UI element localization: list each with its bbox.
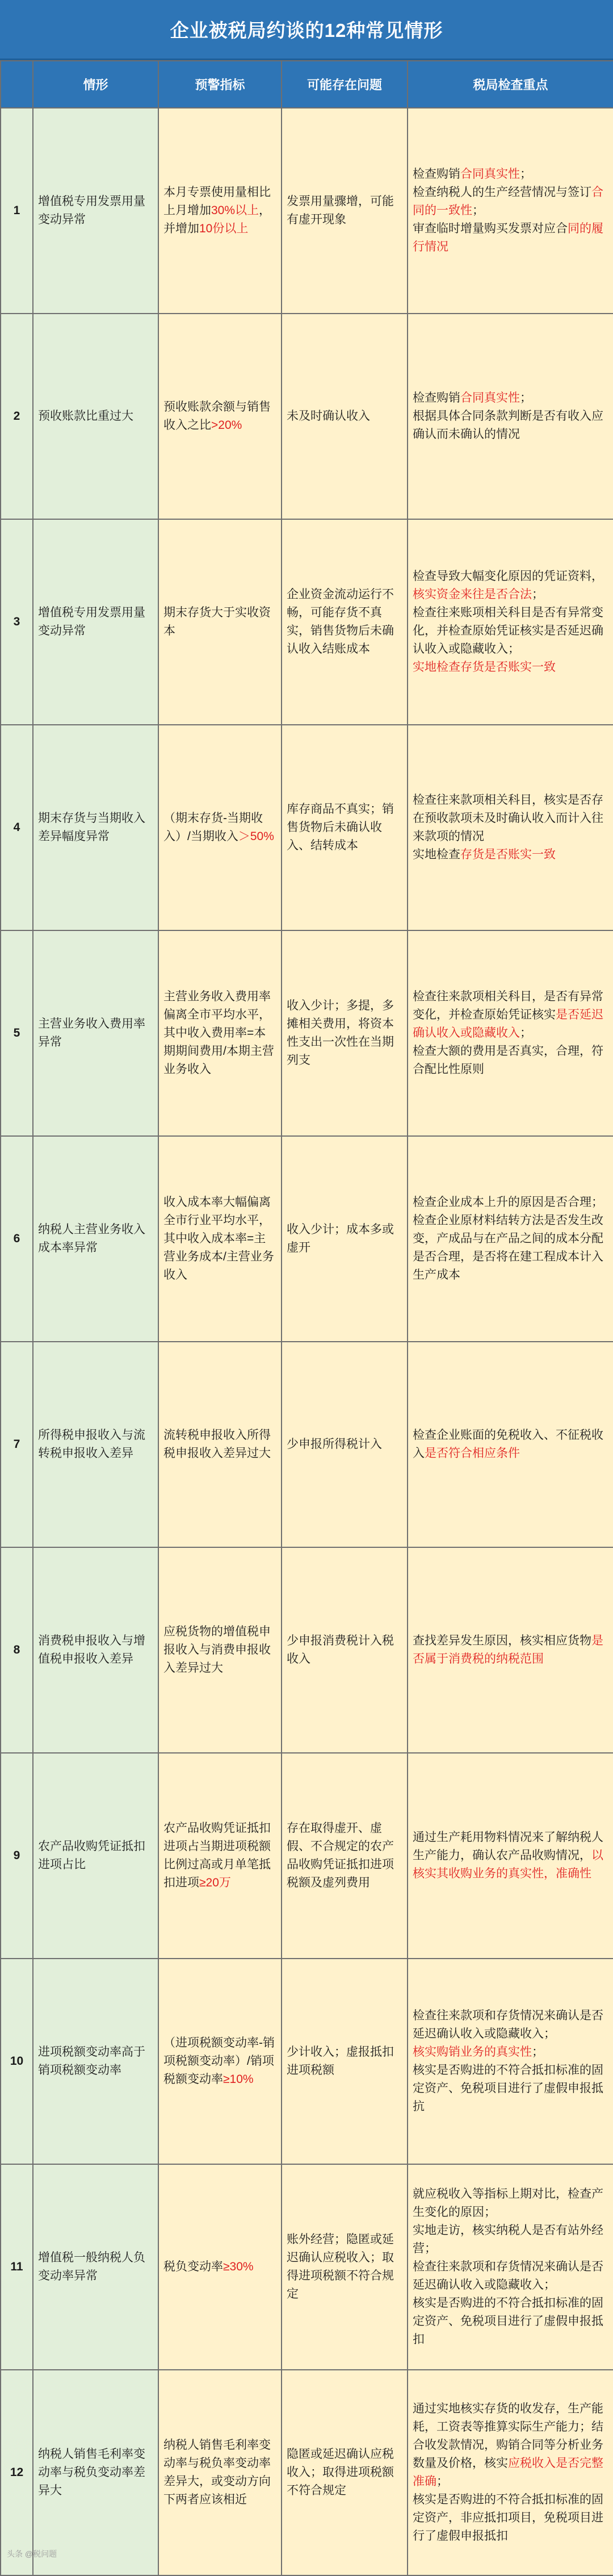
cell-text: 检查企业账面的免税收入、不征税收入 — [413, 1429, 603, 1460]
situation-cell: 所得税申报收入与流转税申报收入差异 — [33, 1342, 158, 1547]
cell-text: ； — [532, 2045, 544, 2059]
cell-text: 期末存货大于实收资本 — [163, 606, 271, 637]
table-row — [1, 2164, 613, 2370]
highlight-text: 实地检查存货是否账实一致 — [413, 661, 556, 674]
cell-text: 检查往来款项相关科目，是否有异常变化，并检查原始凭证核实 — [413, 990, 603, 1021]
cell-text: 查找差异发生原因，核实相应货物 — [413, 1634, 591, 1647]
row-number: 1 — [1, 108, 33, 314]
problem-cell: 少申报所得税计入 — [282, 1342, 408, 1547]
cell-text: 检查往来款项和存货情况来确认是否延迟确认收入或隐藏收入； — [413, 2009, 603, 2040]
cell-text: 通过生产耗用物料情况来了解纳税人生产能力，确认农产品收购情况， — [413, 1831, 603, 1862]
cell-text: 实地走访，核实纳税人是否有站外经营； — [413, 2224, 603, 2255]
cell-text: 检查企业成本上升的原因是否合理； — [413, 1196, 603, 1209]
row-number: 2 — [1, 314, 33, 519]
cell-text: （期末存货-当期收入）/当期收入 — [163, 812, 263, 843]
header-index — [1, 61, 33, 108]
header-indicator: 预警指标 — [158, 61, 282, 108]
table-row — [1, 1342, 613, 1547]
cell-text: 根据具体合同条款判断是否有收入应确认而未确认的情况 — [413, 410, 603, 441]
header-situation: 情形 — [33, 61, 158, 108]
page-title: 企业被税局约谈的12种常见情形 — [0, 0, 613, 60]
row-number: 7 — [1, 1342, 33, 1547]
highlight-text: 合同真实性 — [460, 168, 520, 181]
indicator-cell — [158, 108, 282, 314]
row-number: 3 — [1, 519, 33, 725]
highlight-text: 合同的一致性 — [413, 186, 603, 217]
indicator-cell — [158, 930, 282, 1136]
highlight-text: 30%以上 — [211, 204, 259, 217]
problem-cell: 收入少计；多提，多摊相关费用，将资本性支出一次性在当期列支 — [282, 930, 408, 1136]
cell-text: 主营业务收入费用率偏离全市平均水平，其中收入费用率=本期期间费用/本期主营业务收入 — [163, 990, 274, 1076]
highlight-text: 10份以上 — [199, 222, 249, 235]
cell-text: 检查企业原材料结转方法是否发生改变，产成品与在产品之间的成本分配是否合理，是否将在建工程成本计入生产成本 — [413, 1214, 603, 1281]
highlight-text: 核实资金来往是否合法 — [413, 588, 532, 601]
header-problem: 可能存在问题 — [282, 61, 408, 108]
highlight-text: 是否延迟确认收入或隐藏收入 — [413, 1008, 603, 1039]
highlight-text: ≥30% — [223, 2260, 254, 2273]
cell-text: ； — [520, 168, 532, 181]
cell-text: 税负变动率 — [163, 2260, 223, 2273]
risk-table — [0, 60, 613, 2576]
indicator-cell — [158, 1342, 282, 1547]
problem-cell: 账外经营；隐匿或延迟确认应税收入；取得进项税额不符合规定 — [282, 2164, 408, 2370]
cell-text: 审查临时增量购买发票对应合 — [413, 222, 568, 235]
situation-cell: 消费税申报收入与增值税申报收入差异 — [33, 1547, 158, 1753]
row-number: 9 — [1, 1753, 33, 1959]
focus-cell — [408, 314, 613, 519]
problem-cell: 少申报消费税计入税收入 — [282, 1547, 408, 1753]
header-focus: 税局检查重点 — [408, 61, 613, 108]
indicator-cell — [158, 2164, 282, 2370]
problem-cell: 未及时确认收入 — [282, 314, 408, 519]
situation-cell: 农产品收购凭证抵扣进项占比 — [33, 1753, 158, 1959]
highlight-text: 同的履行情况 — [413, 222, 603, 253]
focus-cell — [408, 1753, 613, 1959]
cell-text: 流转税申报收入所得税申报收入差异过大 — [163, 1429, 271, 1460]
situation-cell: 增值税一般纳税人负变动率异常 — [33, 2164, 158, 2370]
focus-cell — [408, 1959, 613, 2164]
highlight-text: ≥10% — [223, 2073, 254, 2086]
table-row — [1, 108, 613, 314]
table-row — [1, 1753, 613, 1959]
indicator-cell — [158, 1547, 282, 1753]
row-number: 12 — [1, 2370, 33, 2575]
highlight-text: ＞50% — [238, 830, 274, 843]
highlight-text: >20% — [211, 419, 242, 432]
situation-cell: 增值税专用发票用量变动异常 — [33, 108, 158, 314]
cell-text: （进项税额变动率-销项税额变动率）/销项税额变动率 — [163, 2036, 275, 2086]
cell-text: 核实是否购进的不符合抵扣标准的固定资产，非应抵扣项目，免税项目进行了虚假申报抵扣 — [413, 2493, 603, 2542]
highlight-text: ≥20万 — [199, 1876, 231, 1889]
cell-text: 应税货物的增值税申报收入与消费申报收入差异过大 — [163, 1625, 271, 1675]
cell-text: 检查往来账项相关科目是否有异常变化，并检查原始凭证核实是否延迟确认收入或隐藏收入； — [413, 606, 603, 656]
row-number: 11 — [1, 2164, 33, 2370]
table-header-row — [1, 61, 613, 108]
indicator-cell — [158, 1753, 282, 1959]
cell-text: 本月专票使用量相比上月增加 — [163, 186, 271, 217]
indicator-cell — [158, 725, 282, 930]
indicator-cell — [158, 519, 282, 725]
indicator-cell — [158, 1959, 282, 2164]
cell-text: 检查往来款项和存货情况来确认是否延迟确认收入或隐藏收入； — [413, 2260, 603, 2291]
cell-text: 纳税人销售毛利率变动率与税负率变动率差异大，或变动方向下两者应该相近 — [163, 2439, 271, 2506]
cell-text: ； — [520, 1026, 532, 1039]
highlight-text: 合同真实性 — [460, 391, 520, 404]
focus-cell — [408, 930, 613, 1136]
focus-cell — [408, 1136, 613, 1342]
cell-text: 通过实地核实存货的收发存，生产能耗，工资表等推算实际生产能力；结合收发款情况，购销合同等分析业务数量及价格，核实 — [413, 2402, 603, 2470]
focus-cell — [408, 2164, 613, 2370]
highlight-text: 核实购销业务的真实性 — [413, 2045, 532, 2059]
focus-cell — [408, 725, 613, 930]
situation-cell: 纳税人销售毛利率变动率与税负变动率差异大 — [33, 2370, 158, 2575]
row-number: 6 — [1, 1136, 33, 1342]
row-number: 4 — [1, 725, 33, 930]
cell-text: 检查大额的费用是否真实，合理，符合配比性原则 — [413, 1045, 603, 1076]
row-number: 10 — [1, 1959, 33, 2164]
table-row — [1, 519, 613, 725]
situation-cell: 增值税专用发票用量变动异常 — [33, 519, 158, 725]
cell-text: 就应税收入等指标上期对比，检查产生变化的原因； — [413, 2187, 603, 2219]
cell-text: 农产品收购凭证抵扣进项占当期进项税额比例过高或月单笔抵扣进项 — [163, 1822, 271, 1889]
highlight-text: 是否符合相应条件 — [425, 1447, 520, 1460]
watermark: 头条 @税问题 — [7, 2549, 57, 2558]
table-row — [1, 930, 613, 1136]
cell-text: 核实是否购进的不符合抵扣标准的固定资产、免税项目进行了虚假申报抵扣 — [413, 2297, 603, 2346]
cell-text: ； — [472, 204, 484, 217]
row-number: 8 — [1, 1547, 33, 1753]
situation-cell: 主营业务收入费用率异常 — [33, 930, 158, 1136]
situation-cell: 纳税人主营业务收入成本率异常 — [33, 1136, 158, 1342]
problem-cell: 隐匿或延迟确认应税收入；取得进项税额不符合规定 — [282, 2370, 408, 2575]
problem-cell: 企业资金流动运行不畅，可能存货不真实，销售货物后未确认收入结账成本 — [282, 519, 408, 725]
table-row — [1, 1547, 613, 1753]
row-number: 5 — [1, 930, 33, 1136]
indicator-cell — [158, 1136, 282, 1342]
indicator-cell — [158, 314, 282, 519]
situation-cell: 期末存货与当期收入差异幅度异常 — [33, 725, 158, 930]
focus-cell — [408, 1547, 613, 1753]
highlight-text: 以核实其收购业务的真实性，准确性 — [413, 1849, 603, 1880]
cell-text: 预收账款余额与销售收入之比 — [163, 400, 271, 432]
table-row — [1, 1136, 613, 1342]
table-row — [1, 314, 613, 519]
indicator-cell — [158, 2370, 282, 2575]
cell-text: ； — [520, 391, 532, 404]
cell-text: ； — [532, 588, 544, 601]
problem-cell: 库存商品不真实；销售货物后未确认收入、结转成本 — [282, 725, 408, 930]
table-row — [1, 725, 613, 930]
cell-text: 检查纳税人的生产经营情况与签订 — [413, 186, 591, 199]
cell-text: 检查往来款项相关科目，核实是否存在预收款项未及时确认收入而计入往来款项的情况 — [413, 794, 603, 843]
situation-cell: 预收账款比重过大 — [33, 314, 158, 519]
cell-text: 检查导致大幅变化原因的凭证资料， — [413, 570, 603, 583]
focus-cell — [408, 108, 613, 314]
focus-cell — [408, 1342, 613, 1547]
cell-text: 核实是否购进的不符合抵扣标准的固定资产、免税项目进行了虚假申报抵抗 — [413, 2064, 603, 2113]
highlight-text: 应税收入是否完整准确 — [413, 2457, 603, 2488]
table-body — [1, 108, 613, 2575]
cell-text: 检查购销 — [413, 168, 460, 181]
highlight-text: 存货是否账实一致 — [460, 848, 556, 861]
problem-cell: 存在取得虚开、虚假、不合规定的农产品收购凭证抵扣进项税额及虚列费用 — [282, 1753, 408, 1959]
cell-text: ； — [436, 2475, 448, 2488]
cell-text: 收入成本率大幅偏离全市行业平均水平，其中收入成本率=主营业务成本/主营业务收入 — [163, 1196, 274, 1281]
focus-cell — [408, 519, 613, 725]
focus-cell — [408, 2370, 613, 2575]
table-row — [1, 2370, 613, 2575]
situation-cell: 进项税额变动率高于销项税额变动率 — [33, 1959, 158, 2164]
problem-cell: 发票用量骤增，可能有虚开现象 — [282, 108, 408, 314]
problem-cell: 少计收入；虚报抵扣进项税额 — [282, 1959, 408, 2164]
table-row — [1, 1959, 613, 2164]
highlight-text: 是否属于消费税的纳税范围 — [413, 1634, 603, 1665]
problem-cell: 收入少计；成本多或虚开 — [282, 1136, 408, 1342]
cell-text: 实地检查 — [413, 848, 460, 861]
cell-text: 检查购销 — [413, 391, 460, 404]
cell-text: ，并增加 — [163, 204, 271, 235]
